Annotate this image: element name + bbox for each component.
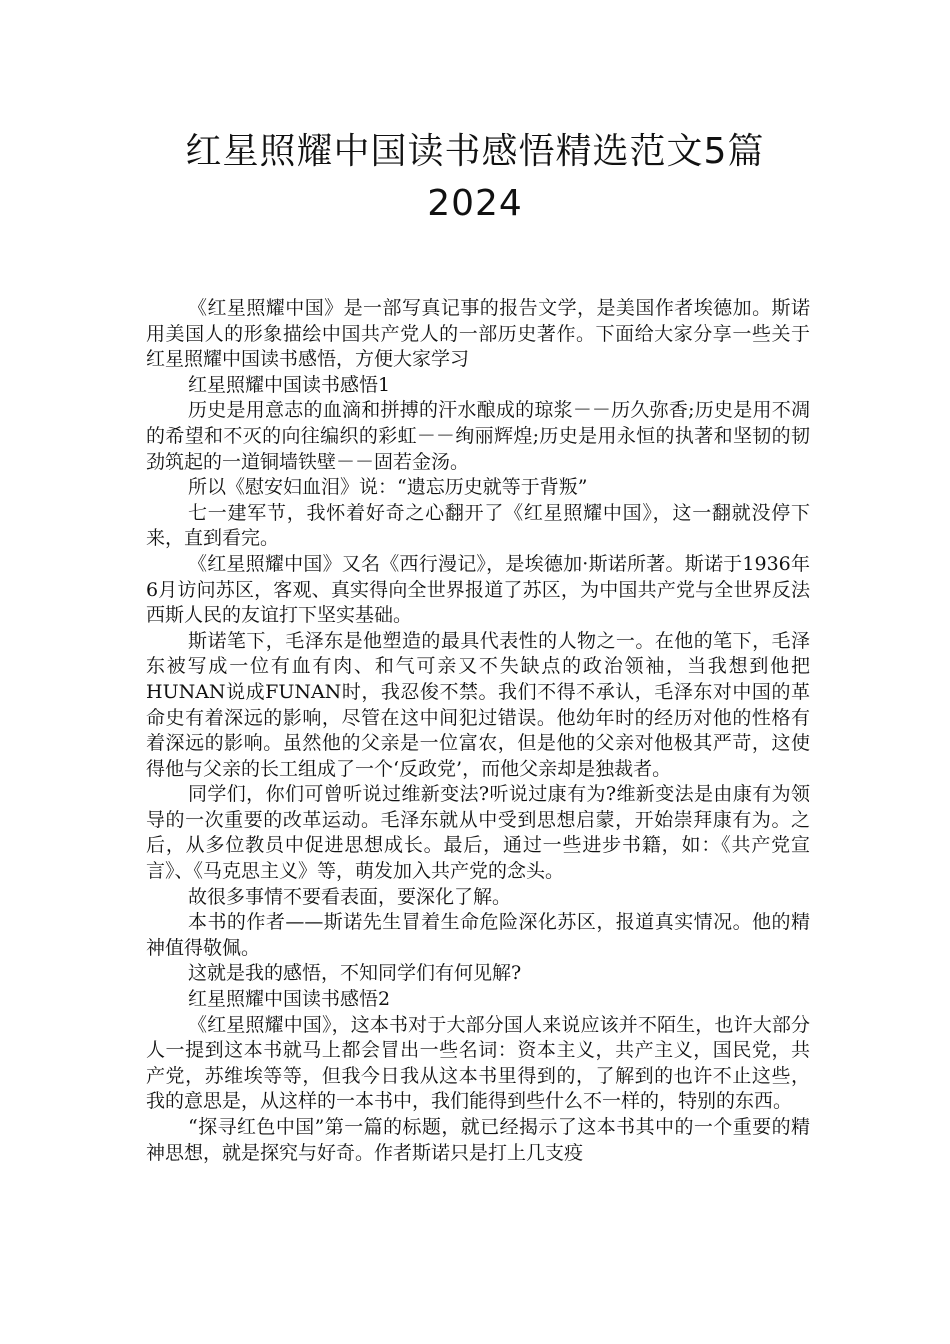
body-paragraph: 《红星照耀中国》又名《西行漫记》，是埃德加·斯诺所著。斯诺于1936年6月访问苏区，客观、真实得向全世界报道了苏区，为中国共产党与全世界反法西斯人民的友谊打下坚实基础。 (146, 552, 810, 627)
document-title-line-2: 2024 (427, 183, 523, 224)
body-paragraph: 斯诺笔下，毛泽东是他塑造的最具代表性的人物之一。在他的笔下，毛泽东被写成一位有血有肉、和气可亲又不失缺点的政治领袖，当我想到他把HUNAN说成FUNAN时，我忍俊不禁。我们不得不承认，毛泽东对中国的革命史有着深远的影响，尽管在这中间犯过错误。他幼年时的经历对他的性格有着深远的影响。虽然他的父亲是一位富农，但是他的父亲对他极其严苛，这使得他与父亲的长工组成了一个‘反政党’，而他父亲却是独裁者。 (146, 629, 810, 780)
body-paragraph: 故很多事情不要看表面，要深化了解。 (188, 885, 512, 908)
body-paragraph: 七一建军节，我怀着好奇之心翻开了《红星照耀中国》，这一翻就没停下来，直到看完。 (146, 501, 810, 550)
document-title (100, 126, 850, 230)
body-paragraph: “探寻红色中国”第一篇的标题，就已经揭示了这本书其中的一个重要的精神思想，就是探究与好奇。作者斯诺只是打上几支疫 (146, 1116, 810, 1164)
body-paragraph: 这就是我的感悟，不知同学们有何见解? (188, 962, 522, 985)
body-paragraph: 同学们，你们可曾听说过维新变法?听说过康有为?维新变法是由康有为领导的一次重要的改革运动。毛泽东就从中受到思想启蒙，开始崇拜康有为。之后，从多位教员中促进思想成长。最后，通过一些进步书籍，如：《共产党宣言》、《马克思主义》等，萌发加入共产党的念头。 (146, 783, 810, 883)
document-body (146, 296, 810, 1166)
document-title-line-1: 红星照耀中国读书感悟精选范文5篇 (185, 131, 765, 172)
body-paragraph: 本书的作者——斯诺先生冒着生命危险深化苏区，报道真实情况。他的精神值得敬佩。 (146, 911, 810, 959)
body-paragraph: 《红星照耀中国》，这本书对于大部分国人来说应该并不陌生，也许大部分人一提到这本书就马上都会冒出一些名词：资本主义，共产主义，国民党，共产党，苏维埃等等，但我今日我从这本书里得到的，了解到的也许不止这些，我的意思是，从这样的一本书中，我们能得到些什么不一样的，特别的东西。 (146, 1013, 810, 1113)
intro-paragraph: 《红星照耀中国》是一部写真记事的报告文学，是美国作者埃德加。斯诺用美国人的形象描绘中国共产党人的一部历史著作。下面给大家分享一些关于红星照耀中国读书感悟，方便大家学习 (146, 297, 810, 371)
section-heading-2: 红星照耀中国读书感悟2 (188, 988, 391, 1011)
body-paragraph: 所以《慰安妇血泪》说：“遗忘历史就等于背叛” (188, 476, 588, 499)
body-paragraph: 历史是用意志的血滴和拼搏的汗水酿成的琼浆－－历久弥香;历史是用不凋的希望和不灭的向往编织的彩虹－－绚丽辉煌;历史是用永恒的执著和坚韧的韧劲筑起的一道铜墙铁壁－－固若金汤。 (146, 399, 810, 473)
section-heading-1: 红星照耀中国读书感悟1 (188, 373, 391, 396)
